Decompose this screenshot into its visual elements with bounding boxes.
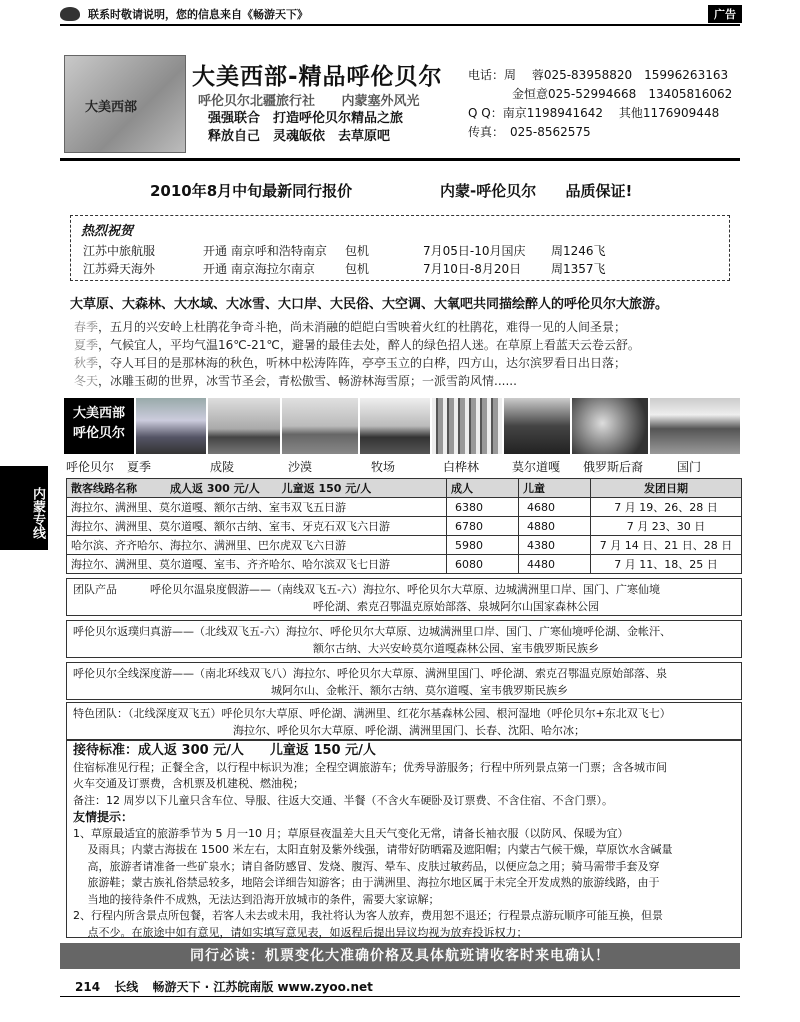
rebate-note: 成人返 300 元/人 儿童返 150 元/人 — [170, 482, 372, 495]
charter-frequency: 周1357飞 — [551, 262, 606, 276]
table-row — [67, 517, 742, 536]
magazine-name: 畅游天下 · 江苏皖南版 www.zyoo.net — [152, 980, 373, 994]
col-child: 儿童 — [519, 479, 591, 498]
photo-summer — [136, 398, 206, 454]
package-line: 呼伦贝尔返璞归真游——（北线双飞五-六）海拉尔、呼伦贝尔大草原、边城满洲里口岸、国门、广寒仙境呼伦湖、金帐汗、 — [73, 625, 671, 638]
photo-caption: 莫尔道嘎 — [512, 460, 561, 474]
season-line — [74, 354, 626, 371]
charter-dates: 7月05日-10月国庆 — [423, 244, 526, 258]
qq-line: Q Q：南京1198941642 其他1176909448 — [468, 106, 720, 120]
season-text: ，气候宜人，平均气温16℃-21℃，避暑的最佳去处，醉人的绿色招人迷。在草原上看蓝天云卷云舒。 — [98, 338, 640, 352]
season-text: ，冰雕玉砌的世界，冰雪节圣会，青松傲雪、畅游林海雪原；一派雪韵风情...... — [98, 374, 517, 388]
departure-dates: 7 月 23、30 日 — [591, 517, 742, 536]
charter-route: 开通 南京呼和浩特南京 — [203, 244, 327, 258]
hero-image — [64, 55, 186, 153]
tips-line: 1、草原最适宜的旅游季节为 5 月一10 月；草原昼夜温差大且天气变化无常，请备长袖衣服（以防风、保暖为宜） — [73, 826, 629, 840]
table-header-row — [67, 479, 742, 498]
slogan — [208, 110, 403, 146]
table-row — [67, 536, 742, 555]
agency-name: 呼伦贝尔北疆旅行社 — [198, 94, 316, 109]
tips-line: 当地的接待条件不成熟，无法达到沿海开放城市的条件，需要大家谅解； — [73, 892, 440, 906]
brand-title: 大美西部-精品呼伦贝尔 — [192, 64, 443, 90]
tips-heading: 友情提示： — [73, 810, 134, 824]
hero-image-label: 大美西部 — [85, 100, 138, 115]
charter-mode: 包机 — [345, 262, 370, 276]
tips-line: 2、行程内所含景点所包餐，若客人未去或未用，我社将认为客人放弃，费用恕不退还；行程景点游玩顺序可能互换，但景 — [73, 909, 663, 922]
departure-dates: 7 月 11、18、25 日 — [591, 555, 742, 574]
section-name: 长线 — [114, 980, 139, 994]
ad-tag: 广告 — [708, 5, 742, 23]
congrats-box — [70, 215, 730, 281]
photo-caption: 呼伦贝尔 — [66, 460, 115, 474]
side-section-tab: 内蒙专线 — [0, 466, 48, 550]
photo-desert — [282, 398, 358, 454]
reception-standards — [66, 740, 742, 938]
tips-line: 及雨具；内蒙古海拔在 1500 米左右，太阳直射及紫外线强，请带好防晒霜及遮阳帽；内蒙古气候干燥，草原饮水含碱量 — [73, 843, 673, 856]
slogan-line: 释放自己 灵魂皈依 去草原吧 — [208, 129, 391, 144]
child-price: 4880 — [519, 517, 591, 536]
charter-mode: 包机 — [345, 244, 370, 258]
package-line: 团队产品 呼伦贝尔温泉度假游——（南线双飞五-六）海拉尔、呼伦贝尔大草原、边城满洲里口岸、国门、广寒仙境 — [73, 583, 660, 596]
package-block — [66, 578, 742, 616]
package-line: 城阿尔山、金帐汗、额尔古纳、莫尔道嘎、室韦俄罗斯民族乡 — [271, 684, 568, 697]
photo-caption: 沙漠 — [288, 460, 313, 474]
footer-notice: 同行必读：机票变化大准确价格及具体航班请收客时来电确认！ — [60, 943, 740, 969]
package-block — [66, 620, 742, 658]
season-line — [74, 372, 517, 389]
season-name: 春季 — [74, 320, 99, 334]
col-route: 散客线路名称 成人返 300 元/人 儿童返 150 元/人 — [67, 479, 447, 498]
photo-birch — [432, 398, 502, 454]
photo-caption: 牧场 — [371, 460, 396, 474]
adult-price: 5980 — [447, 536, 519, 555]
season-line — [74, 318, 626, 335]
photo-russian — [572, 398, 648, 454]
season-name: 秋季 — [74, 356, 99, 370]
departure-dates: 7 月 14 日、21 日、28 日 — [591, 536, 742, 555]
page-number: 214 — [75, 980, 101, 994]
adult-price: 6780 — [447, 517, 519, 536]
charter-dates: 7月10日-8月20日 — [423, 262, 522, 276]
header-divider — [60, 158, 740, 161]
phone-line: 金恒意025-52994668 13405816062 — [512, 87, 733, 101]
agency-tagline: 内蒙塞外风光 — [341, 94, 420, 109]
page-footer — [75, 978, 383, 995]
charter-agency: 江苏中旅航服 — [83, 244, 156, 258]
photo-caption: 成陵 — [210, 460, 235, 474]
tips-line: 点不少。在旅途中如有意见，请如实填写意见表，如返程后提出异议均视为放弃投诉权力； — [73, 925, 528, 939]
congrats-heading: 热烈祝贺 — [81, 224, 134, 239]
photo-pasture — [360, 398, 430, 454]
route-name: 海拉尔、满洲里、莫尔道嘎、额尔古纳、室韦双飞五日游 — [67, 498, 447, 517]
adult-price: 6380 — [447, 498, 519, 517]
top-divider — [60, 24, 740, 26]
photo-mausoleum — [208, 398, 280, 454]
brand-subtitle — [198, 90, 442, 109]
promo-quality: 品质保证! — [565, 182, 633, 200]
photo-border-gate — [650, 398, 740, 454]
strip-label-line: 呼伦贝尔 — [72, 426, 125, 441]
promo-destination: 内蒙-呼伦贝尔 — [440, 182, 537, 200]
season-name: 夏季 — [74, 338, 99, 352]
tips-line: 高，旅游者请准备一些矿泉水；请自备防感冒、发烧、腹泻、晕车、皮肤过敏药品，以便应急之用；骑马需带手套及穿 — [73, 859, 660, 873]
photo-strip — [64, 398, 740, 454]
col-departure: 发团日期 — [591, 479, 742, 498]
charter-frequency: 周1246飞 — [551, 244, 606, 258]
standards-line: 住宿标准见行程；正餐全含，以行程中标识为准；全程空调旅游车；优秀导游服务；行程中所列景点第一门票；含各城市间 — [73, 760, 667, 774]
footer-divider — [60, 996, 740, 997]
child-price: 4480 — [519, 555, 591, 574]
route-name: 海拉尔、满洲里、莫尔道嘎、室韦、齐齐哈尔、哈尔滨双飞七日游 — [67, 555, 447, 574]
slogan-line: 强强联合 打造呼伦贝尔精品之旅 — [208, 111, 404, 126]
phone-line: 电话：周 蓉025-83958820 15996263163 — [468, 68, 729, 82]
strip-label-line: 大美西部 — [72, 406, 125, 421]
charter-agency: 江苏舜天海外 — [83, 262, 156, 276]
tips-line: 旅游鞋；蒙古族礼俗禁忌较多，地陪会详细告知游客；由于满洲里、海拉尔地区属于未完全开发成熟的旅游线路，由于 — [73, 876, 660, 889]
photo-caption: 白桦林 — [443, 460, 480, 474]
photo-caption: 国门 — [677, 460, 702, 474]
package-line: 呼伦贝尔全线深度游——（南北环线双飞八）海拉尔、呼伦贝尔大草原、满洲里国门、呼伦湖、索克召鄂温克原始部落、泉 — [73, 667, 667, 680]
top-notice-bar — [60, 6, 740, 22]
child-price: 4380 — [519, 536, 591, 555]
child-price: 4680 — [519, 498, 591, 517]
col-adult: 成人 — [447, 479, 519, 498]
promo-tagline — [440, 180, 656, 201]
package-block — [66, 702, 742, 740]
package-line: 额尔古纳、大兴安岭莫尔道嘎森林公园、室韦俄罗斯民族乡 — [313, 642, 599, 655]
top-notice: 联系时敬请说明，您的信息来自《畅游天下》 — [88, 8, 308, 21]
adult-price: 6080 — [447, 555, 519, 574]
package-line: 特色团队：（北线深度双飞五）呼伦贝尔大草原、呼伦湖、满洲里、红花尔基森林公园、根河湿地（呼伦贝尔+东北双飞七） — [73, 707, 671, 720]
standards-heading: 接待标准：成人返 300 元/人 儿童返 150 元/人 — [73, 743, 376, 758]
strip-label — [64, 398, 134, 454]
contact-block — [468, 66, 732, 142]
table-row — [67, 498, 742, 517]
season-text: ，五月的兴安岭上杜鹃花争奇斗艳，尚未消融的皑皑白雪映着火红的杜鹃花，难得一见的人间圣景； — [98, 320, 627, 334]
season-name: 冬天 — [74, 374, 99, 388]
package-block — [66, 662, 742, 700]
package-line: 呼伦湖、索克召鄂温克原始部落、泉城阿尔山国家森林公园 — [313, 600, 599, 613]
route-name: 海拉尔、满洲里、莫尔道嘎、额尔古纳、室韦、牙克石双飞六日游 — [67, 517, 447, 536]
standards-line: 火车交通及订票费，含机票及机建税、燃油税； — [73, 777, 304, 790]
fax-line: 传真： 025-8562575 — [468, 125, 591, 139]
photo-mordaoga — [504, 398, 570, 454]
photo-caption: 俄罗斯后裔 — [583, 460, 644, 474]
package-line: 海拉尔、呼伦贝尔大草原、呼伦湖、满洲里国门、长春、沈阳、哈尔冰； — [233, 724, 585, 737]
promo-title: 2010年8月中旬最新同行报价 — [150, 182, 353, 200]
season-text: ，夺人耳目的是那林海的秋色，听林中松涛阵阵，亭亭玉立的白桦，四方山，达尔滨罗看日出日落； — [98, 356, 627, 370]
magazine-logo-icon — [60, 7, 80, 21]
headline: 大草原、大森林、大水域、大冰雪、大口岸、大民俗、大空调、大氧吧共同描绘醉人的呼伦贝尔大旅游。 — [70, 297, 669, 312]
standards-line: 备注：12 周岁以下儿童只含车位、导服、往返大交通、半餐（不含火车硬卧及订票费、不含住宿、不含门票）。 — [73, 793, 613, 807]
season-line — [74, 336, 640, 353]
price-table — [66, 478, 742, 574]
table-row — [67, 555, 742, 574]
route-name: 哈尔滨、齐齐哈尔、海拉尔、满洲里、巴尔虎双飞六日游 — [67, 536, 447, 555]
departure-dates: 7 月 19、26、28 日 — [591, 498, 742, 517]
charter-route: 开通 南京海拉尔南京 — [203, 262, 315, 276]
photo-caption: 夏季 — [127, 460, 152, 474]
